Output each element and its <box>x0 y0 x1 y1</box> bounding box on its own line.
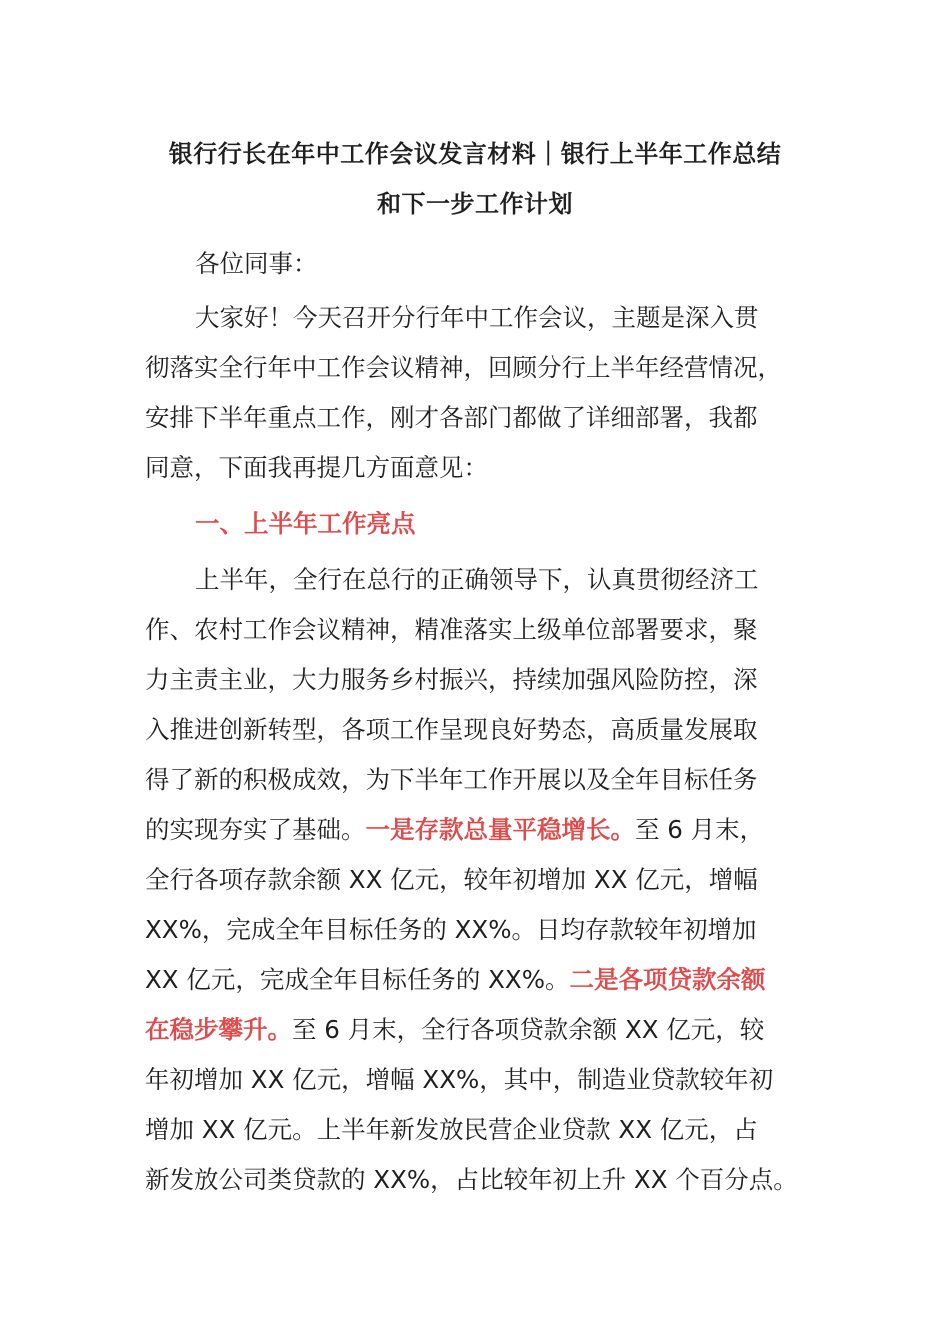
body-line-5: 得了新的积极成效，为下半年工作开展以及全年目标任务 <box>145 765 758 794</box>
body-line-1: 上半年，全行在总行的正确领导下，认真贯彻经济工 <box>195 565 759 594</box>
greeting: 各位同事： <box>195 249 318 278</box>
body-line-13: 新发放公司类贷款的 XX%，占比较年初上升 XX 个百分点。 <box>145 1165 798 1194</box>
body-line-6 <box>145 813 764 847</box>
body-line-12: 增加 XX 亿元。上半年新发放民营企业贷款 XX 亿元，占 <box>145 1115 758 1144</box>
body-line-8: XX%，完成全年目标任务的 XX%。日均存款较年初增加 <box>145 915 757 944</box>
body-line-6-text: 的实现夯实了基础。 <box>145 815 366 844</box>
body-line-10-tail: 至 6 月末，全行各项贷款余额 XX 亿元，较 <box>292 1015 765 1044</box>
body-line-7: 全行各项存款余额 XX 亿元，较年初增加 XX 亿元，增幅 <box>145 865 758 894</box>
body-line-3: 力主责主业，大力服务乡村振兴，持续加强风险防控，深 <box>145 665 758 694</box>
body-line-9 <box>145 963 766 997</box>
section-heading-1: 一、上半年工作亮点 <box>195 509 416 538</box>
highlight-deposits: 一是存款总量平稳增长。 <box>365 815 635 844</box>
document-title-line-1: 银行行长在年中工作会议发言材料｜银行上半年工作总结 <box>168 140 782 168</box>
body-line-4: 入推进创新转型，各项工作呈现良好势态，高质量发展取 <box>145 715 758 744</box>
body-line-2: 作、农村工作会议精神，精准落实上级单位部署要求，聚 <box>145 615 758 644</box>
body-line-6-tail: 至 6 月末， <box>635 815 765 844</box>
body-line-10 <box>145 1013 764 1047</box>
intro-line-3: 安排下半年重点工作，刚才各部门都做了详细部署，我都 <box>145 403 758 432</box>
intro-line-1: 大家好！今天召开分行年中工作会议，主题是深入贯 <box>195 303 759 332</box>
document-title-line-2: 和下一步工作计划 <box>377 190 573 218</box>
body-line-11: 年初增加 XX 亿元，增幅 XX%，其中，制造业贷款较年初 <box>145 1065 774 1094</box>
highlight-loans-part2: 在稳步攀升。 <box>145 1015 292 1044</box>
intro-line-4: 同意，下面我再提几方面意见： <box>145 453 488 482</box>
body-line-9-text: XX 亿元，完成全年目标任务的 XX%。 <box>145 965 570 994</box>
intro-line-2: 彻落实全行年中工作会议精神，回顾分行上半年经营情况， <box>145 353 782 382</box>
highlight-loans-part1: 二是各项贷款余额 <box>569 965 766 994</box>
